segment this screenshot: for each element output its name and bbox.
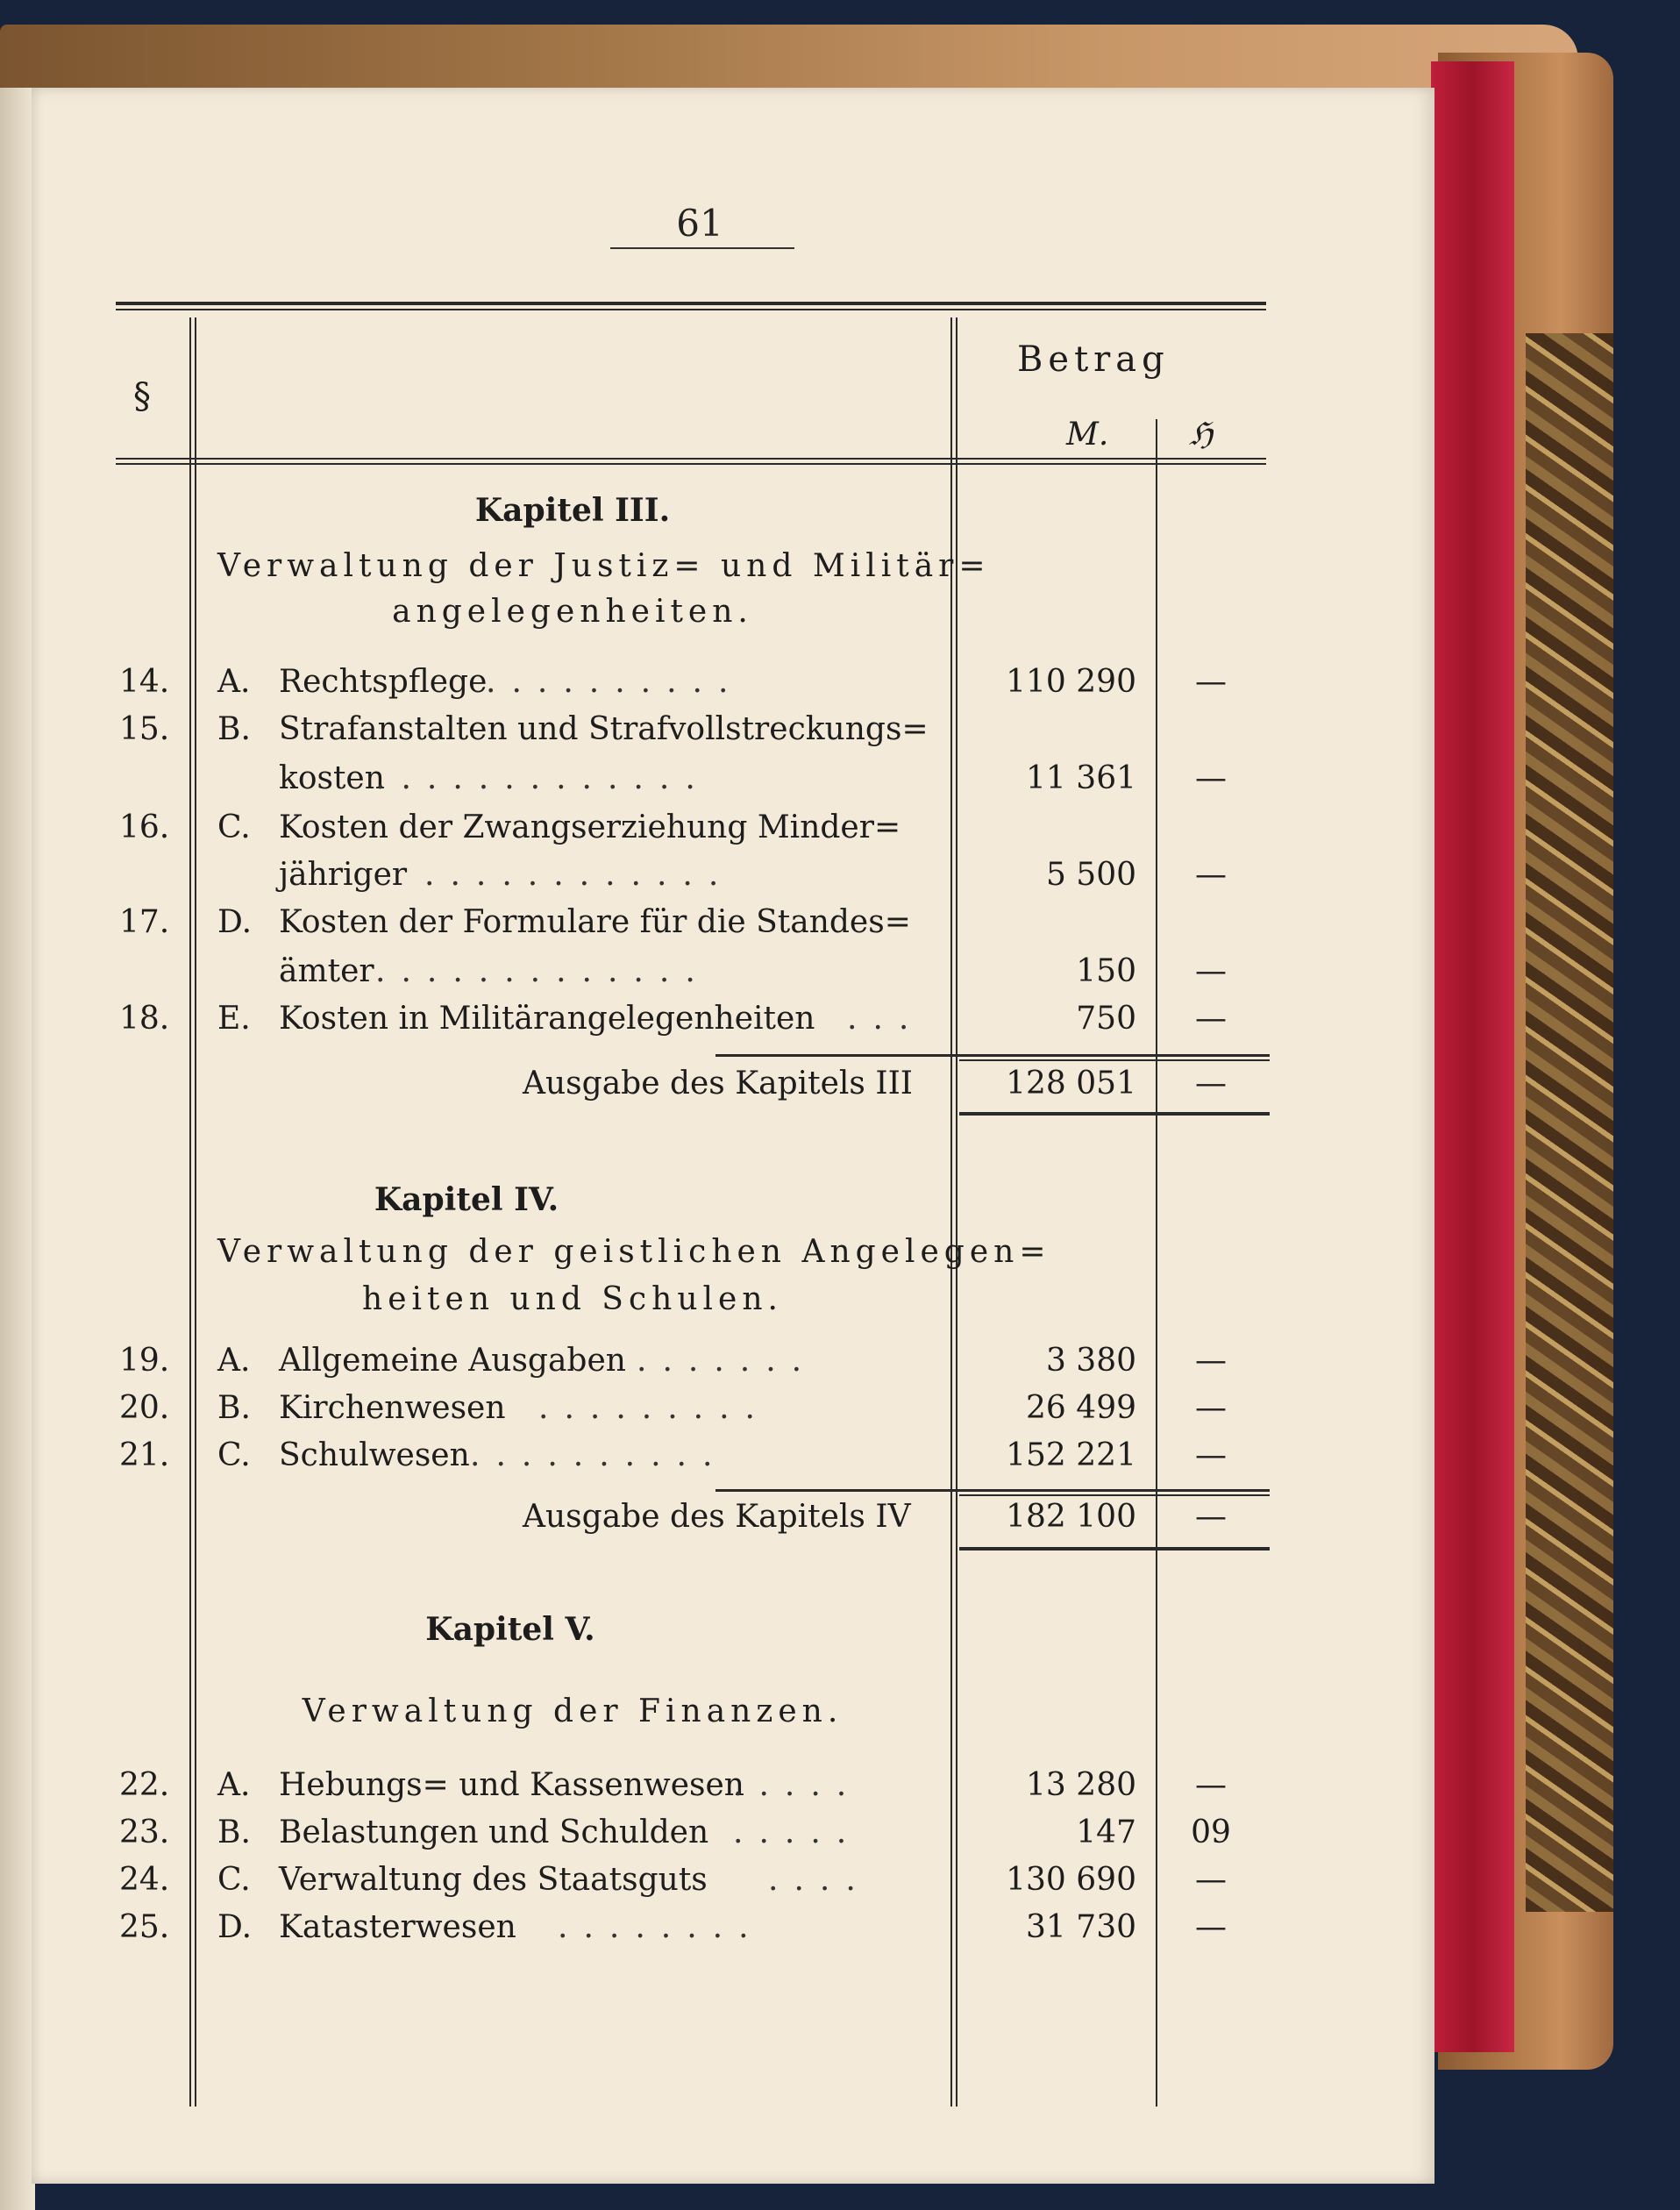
subtotal-rule bbox=[715, 1054, 1270, 1057]
amount-mark: 147 bbox=[1076, 1814, 1136, 1850]
row-label: Kosten in Militärangelegenheiten bbox=[279, 1001, 815, 1037]
chapter-subtitle: Verwaltung der Justiz= und Militär= bbox=[217, 548, 991, 584]
row-label: Schulwesen bbox=[279, 1437, 470, 1473]
leader-dots: .......... bbox=[470, 1437, 729, 1473]
row-label: Kosten der Zwangserziehung Minder= bbox=[279, 809, 901, 845]
page-number-rule bbox=[610, 247, 794, 249]
leader-dots: .......... bbox=[486, 664, 744, 700]
row-letter: B. bbox=[217, 711, 251, 747]
mark-unit-header: M. bbox=[1066, 417, 1109, 453]
book-page bbox=[32, 88, 1434, 2184]
row-letter: C. bbox=[217, 1862, 251, 1898]
row-number: 16. bbox=[119, 809, 170, 845]
chapter-subtitle: Verwaltung der Finanzen. bbox=[302, 1693, 844, 1729]
amount-pfennig: 09 bbox=[1191, 1814, 1231, 1850]
leader-dots: ... bbox=[847, 1001, 925, 1037]
row-label: Kosten der Formulare für die Standes= bbox=[279, 904, 911, 940]
row-label: Hebungs= und Kassenwesen bbox=[279, 1767, 744, 1803]
amount-pfennig: — bbox=[1195, 953, 1227, 989]
row-number: 25. bbox=[119, 1909, 170, 1945]
row-number: 21. bbox=[119, 1437, 170, 1473]
leader-dots: ............ bbox=[424, 857, 735, 893]
row-number: 22. bbox=[119, 1767, 170, 1803]
row-label: Belastungen und Schulden bbox=[279, 1814, 709, 1850]
column-rule-amount bbox=[950, 317, 952, 2107]
column-rule-pfennig bbox=[1156, 419, 1157, 2107]
leader-dots: ....... bbox=[637, 1343, 818, 1379]
row-label: Allgemeine Ausgaben bbox=[279, 1343, 626, 1379]
chapter-total-label: Ausgabe des Kapitels III bbox=[523, 1066, 914, 1101]
table-header-rule bbox=[116, 458, 1266, 460]
row-letter: C. bbox=[217, 1437, 251, 1473]
chapter-total-mark: 128 051 bbox=[1006, 1066, 1136, 1101]
table-top-rule-thin bbox=[116, 309, 1266, 310]
amount-mark: 150 bbox=[1076, 953, 1136, 989]
column-rule-amount-2 bbox=[956, 317, 957, 2107]
amount-pfennig: — bbox=[1195, 1767, 1227, 1803]
row-number: 18. bbox=[119, 1001, 170, 1037]
leader-dots: ..... bbox=[733, 1767, 863, 1803]
total-rule bbox=[959, 1112, 1270, 1116]
row-label: Verwaltung des Staatsguts bbox=[279, 1862, 708, 1898]
chapter-total-label: Ausgabe des Kapitels IV bbox=[523, 1499, 911, 1535]
subtotal-rule-2 bbox=[959, 1494, 1270, 1496]
subtotal-rule-2 bbox=[959, 1059, 1270, 1061]
row-label: Kirchenwesen bbox=[279, 1390, 506, 1426]
chapter-title: Kapitel V. bbox=[425, 1611, 595, 1648]
total-rule bbox=[959, 1547, 1270, 1551]
table-top-rule bbox=[116, 302, 1266, 305]
chapter-subtitle: Verwaltung der geistlichen Angelegen= bbox=[217, 1234, 1051, 1270]
row-number: 17. bbox=[119, 904, 170, 940]
row-letter: A. bbox=[217, 1343, 251, 1379]
pfennig-unit-header: ℌ bbox=[1189, 417, 1214, 453]
chapter-total-mark: 182 100 bbox=[1006, 1499, 1136, 1535]
chapter-total-pfennig: — bbox=[1195, 1066, 1227, 1101]
row-letter: B. bbox=[217, 1814, 251, 1850]
row-number: 14. bbox=[119, 664, 170, 700]
row-label-continued: jähriger bbox=[279, 857, 408, 893]
row-number: 15. bbox=[119, 711, 170, 747]
row-number: 19. bbox=[119, 1343, 170, 1379]
marbled-endpaper bbox=[1526, 333, 1613, 1912]
row-label: Katasterwesen bbox=[279, 1909, 516, 1945]
amount-pfennig: — bbox=[1195, 664, 1227, 700]
chapter-subtitle: heiten und Schulen. bbox=[362, 1281, 783, 1317]
page-number: 61 bbox=[676, 202, 723, 245]
leader-dots: ..... bbox=[733, 1814, 863, 1850]
row-letter: A. bbox=[217, 664, 251, 700]
leader-dots: ......... bbox=[538, 1390, 771, 1426]
chapter-subtitle: angelegenheiten. bbox=[392, 594, 753, 630]
red-page-edges bbox=[1431, 61, 1514, 2052]
amount-pfennig: — bbox=[1195, 760, 1227, 796]
leader-dots: .... bbox=[768, 1862, 872, 1898]
row-label-continued: kosten bbox=[279, 760, 385, 796]
subtotal-rule bbox=[715, 1489, 1270, 1492]
amount-pfennig: — bbox=[1195, 1862, 1227, 1898]
amount-pfennig: — bbox=[1195, 1390, 1227, 1426]
row-letter: B. bbox=[217, 1390, 251, 1426]
row-number: 23. bbox=[119, 1814, 170, 1850]
chapter-total-pfennig: — bbox=[1195, 1499, 1227, 1535]
amount-pfennig: — bbox=[1195, 1909, 1227, 1945]
chapter-title: Kapitel IV. bbox=[374, 1181, 559, 1218]
column-rule-section bbox=[189, 317, 191, 2107]
amount-mark: 13 280 bbox=[1026, 1767, 1136, 1803]
row-label: Rechtspflege bbox=[279, 664, 488, 700]
leader-dots: ............. bbox=[375, 953, 711, 989]
amount-mark: 110 290 bbox=[1006, 664, 1136, 700]
chapter-title: Kapitel III. bbox=[474, 492, 671, 529]
table-header-rule-2 bbox=[116, 463, 1266, 465]
leader-dots: ............. bbox=[375, 760, 711, 796]
amount-mark: 3 380 bbox=[1045, 1343, 1136, 1379]
amount-pfennig: — bbox=[1195, 1437, 1227, 1473]
amount-mark: 31 730 bbox=[1026, 1909, 1136, 1945]
amount-mark: 11 361 bbox=[1026, 760, 1136, 796]
amount-header: Betrag bbox=[1017, 339, 1170, 380]
amount-mark: 750 bbox=[1076, 1001, 1136, 1037]
amount-mark: 26 499 bbox=[1026, 1390, 1136, 1426]
row-letter: C. bbox=[217, 809, 251, 845]
left-page-edge bbox=[0, 88, 35, 2210]
amount-mark: 152 221 bbox=[1006, 1437, 1136, 1473]
amount-pfennig: — bbox=[1195, 857, 1227, 893]
amount-mark: 5 500 bbox=[1045, 857, 1136, 893]
amount-mark: 130 690 bbox=[1006, 1862, 1136, 1898]
row-label-continued: ämter bbox=[279, 953, 374, 989]
row-letter: D. bbox=[217, 904, 253, 940]
leader-dots: ........ bbox=[558, 1909, 765, 1945]
row-label: Strafanstalten und Strafvollstreckungs= bbox=[279, 711, 929, 747]
section-symbol-header: § bbox=[133, 376, 151, 417]
row-number: 20. bbox=[119, 1390, 170, 1426]
amount-pfennig: — bbox=[1195, 1343, 1227, 1379]
row-letter: D. bbox=[217, 1909, 253, 1945]
row-letter: E. bbox=[217, 1001, 251, 1037]
row-number: 24. bbox=[119, 1862, 170, 1898]
amount-pfennig: — bbox=[1195, 1001, 1227, 1037]
row-letter: A. bbox=[217, 1767, 251, 1803]
